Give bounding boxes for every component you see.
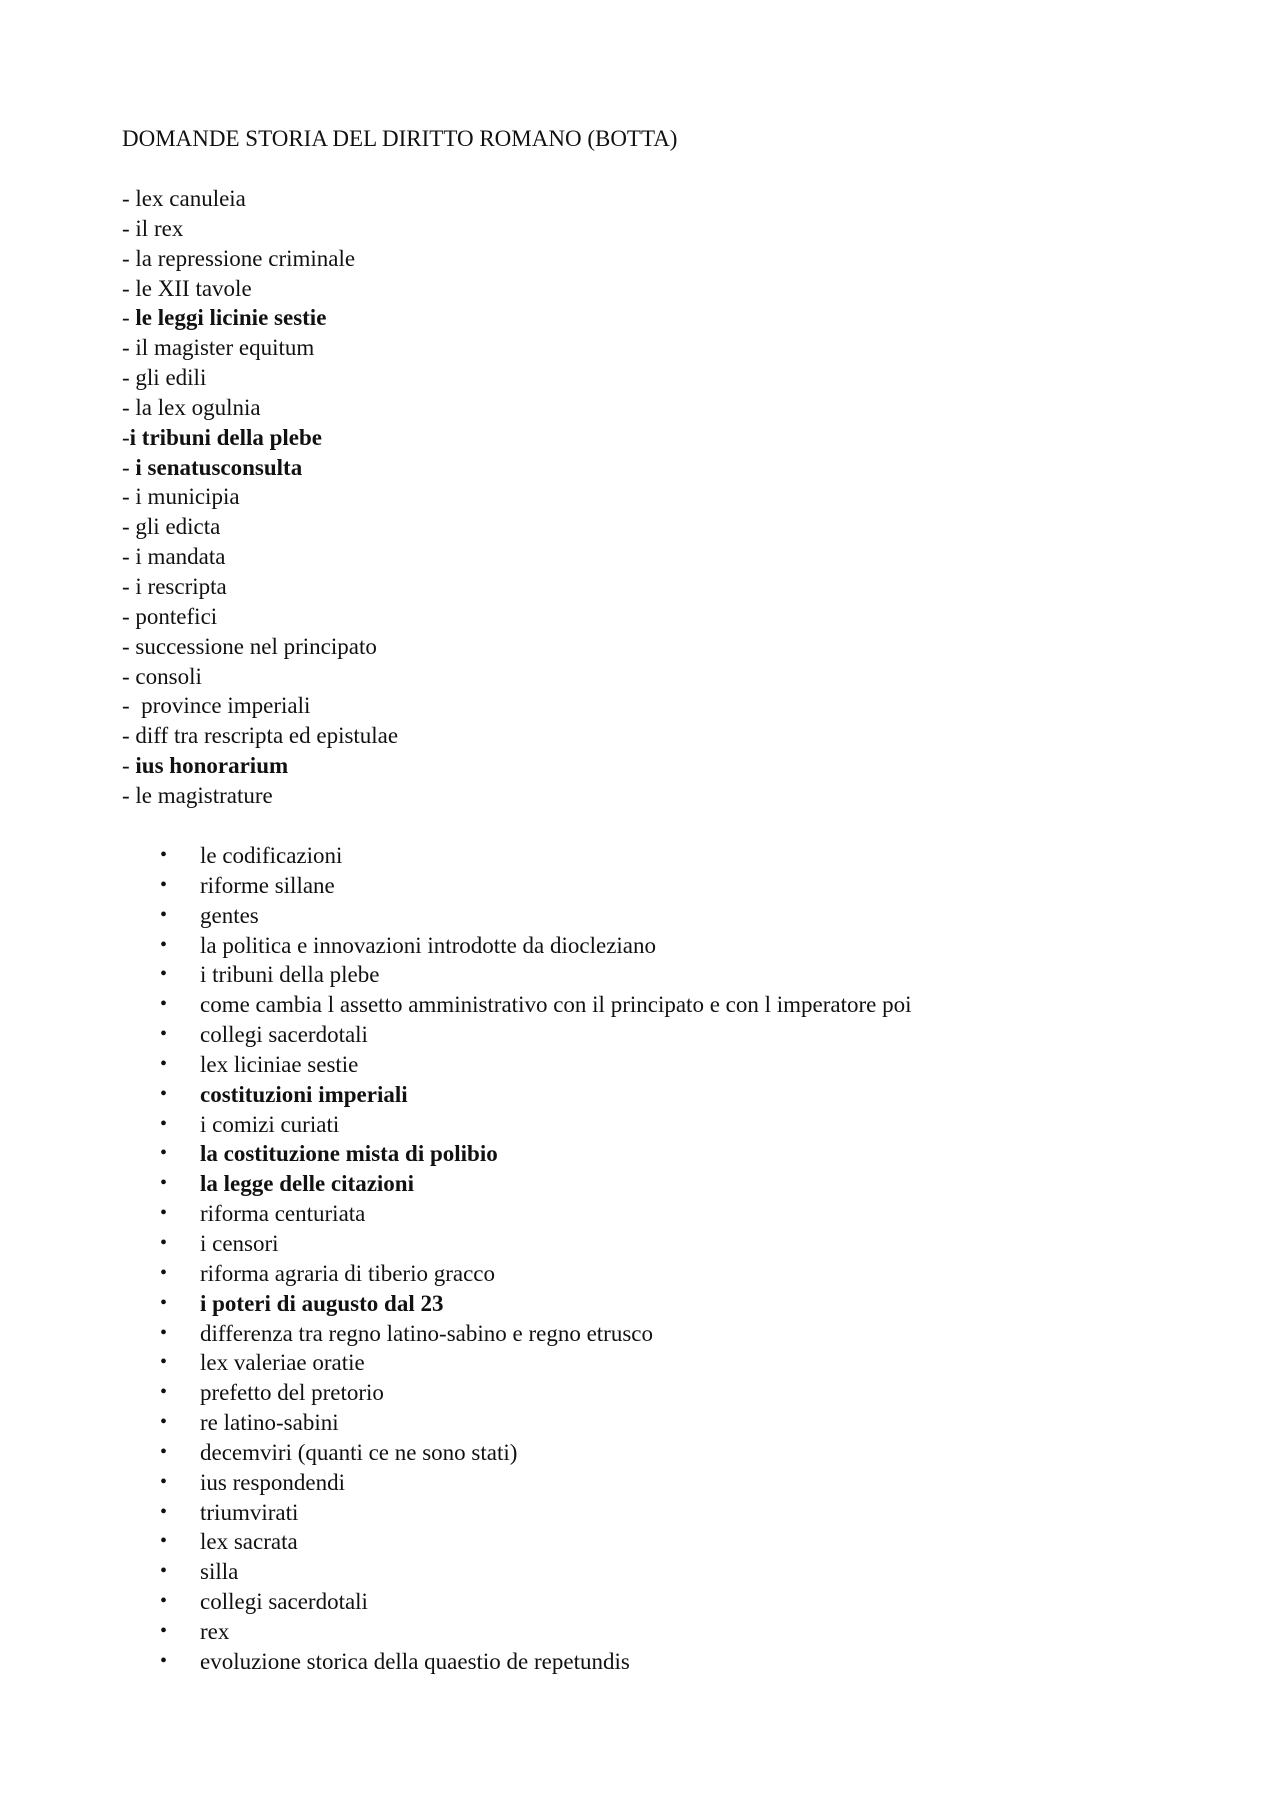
bullet-icon: • [160, 1112, 168, 1135]
dash-list-item [122, 781, 398, 811]
dash-prefix: - [122, 663, 136, 689]
dash-item-text: gli edili [135, 365, 207, 391]
dash-item-text: i municipia [135, 484, 240, 510]
dash-prefix: - [122, 782, 136, 808]
bullet-item-text: differenza tra regno latino-sabino e regno etrusco [200, 1320, 653, 1346]
bullet-icon: • [160, 963, 168, 986]
bullet-icon: • [160, 1440, 168, 1463]
bullet-icon: • [160, 1470, 168, 1493]
bullet-icon: • [160, 873, 168, 896]
bullet-item-text: ius respondendi [200, 1469, 346, 1495]
dash-list-item [122, 632, 398, 662]
dash-list-item [122, 751, 398, 781]
dash-prefix: - [122, 573, 136, 599]
dash-prefix: - [122, 693, 142, 719]
dash-list-item [122, 393, 398, 423]
dash-prefix: - [122, 514, 136, 540]
bullet-icon: • [160, 1500, 168, 1523]
dash-item-text: successione nel principato [135, 633, 377, 659]
bullet-item-text: evoluzione storica della quaestio de repetundis [200, 1648, 630, 1674]
bullet-icon: • [160, 1082, 168, 1105]
dash-item-text: province imperiali [141, 693, 311, 719]
bullet-icon: • [160, 1172, 168, 1195]
dash-list-item [122, 363, 398, 393]
bullet-item-text: collegi sacerdotali [200, 1589, 368, 1615]
bullet-icon: • [160, 1052, 168, 1075]
dash-list-item [122, 214, 398, 244]
bullet-item-text: collegi sacerdotali [200, 1022, 368, 1048]
bullet-icon: • [160, 1619, 168, 1642]
dash-list-item [122, 482, 398, 512]
bullet-item-text: triumvirati [200, 1499, 299, 1525]
bullet-item-text: lex sacrata [200, 1529, 298, 1555]
bullet-item-text: come cambia l assetto amministrativo con il principato e con l imperatore poi [200, 992, 912, 1018]
bullet-item-text: riforma centuriata [200, 1201, 366, 1227]
bullet-icon: • [160, 1231, 168, 1254]
bullet-item-text: gentes [200, 902, 259, 928]
bullet-item-text: i tribuni della plebe [200, 962, 380, 988]
bullet-item-text: riforme sillane [200, 872, 335, 898]
dash-list-item [122, 542, 398, 572]
bullet-item-text: i censori [200, 1230, 279, 1256]
bullet-item-text: costituzioni imperiali [200, 1081, 408, 1107]
dash-prefix: - [122, 723, 136, 749]
bullet-item-text: rex [200, 1618, 230, 1644]
bullet-icon: • [160, 1411, 168, 1434]
dash-list-item [122, 333, 398, 363]
bullet-icon: • [160, 1142, 168, 1165]
dash-item-text: gli edicta [135, 514, 221, 540]
bullet-item-text: lex liciniae sestie [200, 1051, 359, 1077]
dash-item-text: i rescripta [135, 573, 227, 599]
dash-item-text: i senatusconsulta [135, 454, 303, 480]
dash-list-item [122, 691, 398, 721]
dash-prefix: - [122, 633, 136, 659]
dash-item-text: le magistrature [135, 782, 273, 808]
bullet-icon: • [160, 1351, 168, 1374]
dash-list-item [122, 572, 398, 602]
bullet-item-text: prefetto del pretorio [200, 1380, 384, 1406]
bullet-icon: • [160, 1381, 168, 1404]
bullet-icon: • [160, 1590, 168, 1613]
dash-prefix: - [122, 454, 136, 480]
bullet-icon: • [160, 844, 168, 866]
bullet-item-text: silla [200, 1559, 239, 1585]
dash-prefix: - [122, 245, 136, 271]
dash-list-item [122, 423, 398, 453]
bullet-item-text: i comizi curiati [200, 1111, 340, 1137]
dash-item-text: ius honorarium [135, 753, 289, 779]
bullet-icon: • [160, 1023, 168, 1046]
dash-item-text: la repressione criminale [135, 245, 356, 271]
dash-item-text: i mandata [135, 544, 226, 570]
bullet-item-text: decemviri (quanti ce ne sono stati) [200, 1439, 518, 1465]
dash-item-text: il magister equitum [135, 335, 315, 361]
dash-prefix: - [122, 186, 136, 211]
bullet-item-text: lex valeriae oratie [200, 1350, 365, 1376]
bullet-icon: • [160, 1202, 168, 1225]
dash-item-text: le XII tavole [135, 275, 252, 301]
dash-list-item [122, 512, 398, 542]
dash-prefix: - [122, 484, 136, 510]
dash-item-text: il rex [135, 215, 184, 241]
dash-prefix: - [122, 365, 136, 391]
bullet-icon: • [160, 1530, 168, 1553]
dash-prefix: - [122, 544, 136, 570]
dash-prefix: - [122, 603, 136, 629]
dash-list-item [122, 721, 398, 751]
dash-item-text: consoli [135, 663, 202, 689]
bullet-icon: • [160, 933, 168, 956]
dash-prefix: - [122, 215, 136, 241]
dash-list-item [122, 303, 398, 333]
dash-item-text: le leggi licinie sestie [135, 305, 327, 331]
dash-list [122, 184, 398, 811]
dash-list-item [122, 662, 398, 692]
document-title: DOMANDE STORIA DEL DIRITTO ROMANO (BOTTA) [122, 126, 678, 151]
dash-list-item [122, 244, 398, 274]
dash-list-item [122, 184, 398, 214]
bullet-item-text: re latino-sabini [200, 1410, 339, 1436]
dash-prefix: - [122, 424, 130, 450]
dash-list-item [122, 453, 398, 483]
dash-prefix: - [122, 335, 136, 361]
bullet-icon: • [160, 993, 168, 1016]
bullet-item-text: la politica e innovazioni introdotte da diocleziano [200, 932, 657, 958]
bullet-icon: • [160, 903, 168, 926]
dash-item-text: pontefici [135, 603, 218, 629]
dash-list-item [122, 274, 398, 304]
bullet-item-text: i poteri di augusto dal 23 [200, 1290, 444, 1316]
bullet-icon: • [160, 1291, 168, 1314]
dash-prefix: - [122, 394, 136, 420]
dash-prefix: - [122, 275, 136, 301]
bullet-icon: • [160, 1321, 168, 1344]
bullet-item-text: le codificazioni [200, 843, 343, 868]
dash-item-text: lex canuleia [135, 186, 246, 211]
dash-item-text: i tribuni della plebe [129, 424, 323, 450]
bullet-icon: • [160, 1560, 168, 1583]
dash-prefix: - [122, 305, 136, 331]
bullet-item-text: la legge delle citazioni [200, 1171, 414, 1197]
dash-item-text: diff tra rescripta ed epistulae [135, 723, 399, 749]
bullet-item-text: riforma agraria di tiberio gracco [200, 1260, 496, 1286]
dash-item-text: la lex ogulnia [135, 394, 261, 420]
dash-prefix: - [122, 753, 136, 779]
bullet-icon: • [160, 1261, 168, 1284]
dash-list-item [122, 602, 398, 632]
bullet-icon: • [160, 1649, 168, 1672]
bullet-item-text: la costituzione mista di polibio [200, 1141, 498, 1167]
